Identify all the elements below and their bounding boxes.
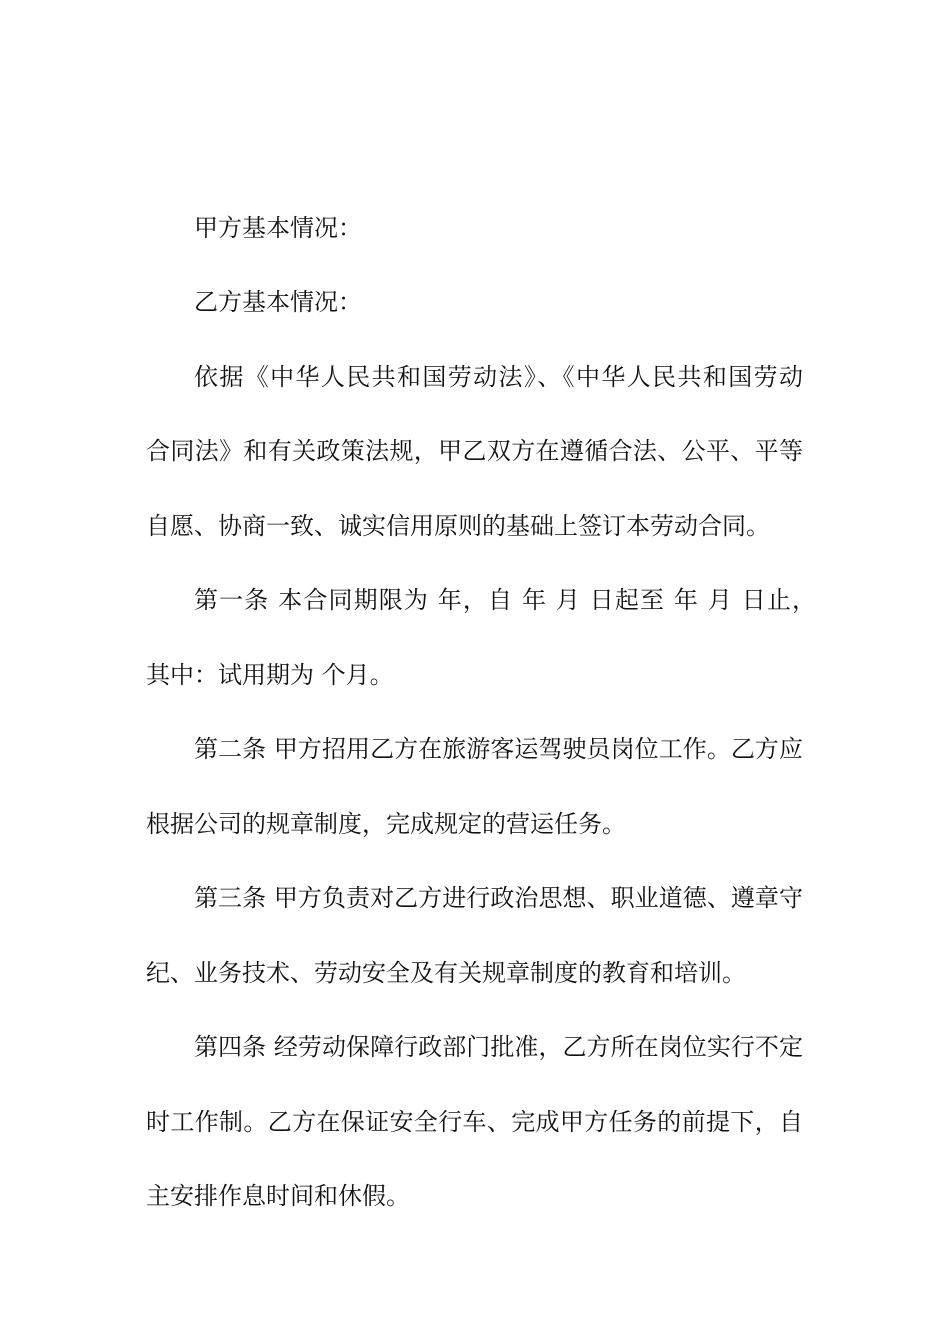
article-1-line-2: 其中：试用期为 个月。 <box>146 661 394 689</box>
article-4-line-1: 第四条 经劳动保障行政部门批准，乙方所在岗位实行不定 <box>194 1033 803 1061</box>
article-1-line-1: 第一条 本合同期限为 年，自 年 月 日起至 年 月 日止， <box>194 586 816 614</box>
article-3-line-2: 纪、业务技术、劳动安全及有关规章制度的教育和培训。 <box>146 959 746 987</box>
article-3-line-1: 第三条 甲方负责对乙方进行政治思想、职业道德、遵章守 <box>194 884 803 912</box>
party-b-heading: 乙方基本情况： <box>194 288 362 316</box>
article-2-line-2: 根据公司的规章制度，完成规定的营运任务。 <box>146 810 626 838</box>
preamble-line-2: 合同法》和有关政策法规，甲乙双方在遵循合法、公平、平等 <box>146 437 803 465</box>
preamble-line-1: 依据《中华人民共和国劳动法》、《中华人民共和国劳动 <box>194 363 803 391</box>
article-4-line-3: 主安排作息时间和休假。 <box>146 1182 410 1210</box>
article-2-line-1: 第二条 甲方招用乙方在旅游客运驾驶员岗位工作。乙方应 <box>194 735 803 763</box>
preamble-line-3: 自愿、协商一致、诚实信用原则的基础上签订本劳动合同。 <box>146 512 770 540</box>
article-4-line-2: 时工作制。乙方在保证安全行车、完成甲方任务的前提下，自 <box>146 1108 803 1136</box>
party-a-heading: 甲方基本情况： <box>194 214 362 242</box>
